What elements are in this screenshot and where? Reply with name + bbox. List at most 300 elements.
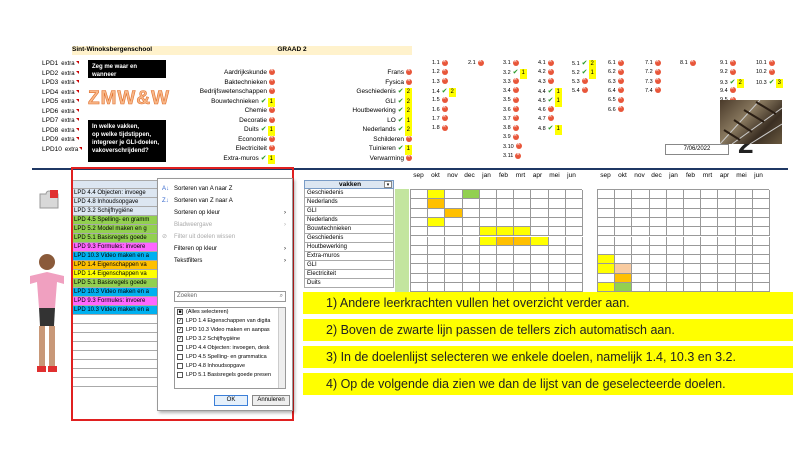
calendar-cell[interactable]: [411, 283, 428, 292]
calendar-cell[interactable]: [463, 227, 480, 236]
calendar-cell[interactable]: [463, 237, 480, 246]
calendar-cell[interactable]: [632, 255, 649, 264]
calendar-cell[interactable]: [736, 218, 753, 227]
calendar-cell[interactable]: [650, 237, 667, 246]
calendar-cell[interactable]: [701, 246, 718, 255]
calendar-cell[interactable]: [566, 274, 583, 283]
calendar-cell[interactable]: [667, 264, 684, 273]
calendar-cell[interactable]: [615, 190, 632, 199]
calendar-cell[interactable]: [497, 199, 514, 208]
calendar-cell[interactable]: [650, 209, 667, 218]
calendar-cell[interactable]: [667, 218, 684, 227]
calendar-cell[interactable]: [531, 227, 548, 236]
doel-row[interactable]: LPD 9.3 Formules: invoere: [72, 297, 160, 306]
calendar-cell[interactable]: [480, 246, 497, 255]
calendar-cell[interactable]: [650, 255, 667, 264]
calendar-cell[interactable]: [445, 255, 462, 264]
calendar-cell[interactable]: [497, 218, 514, 227]
calendar-cell[interactable]: [531, 246, 548, 255]
calendar-cell[interactable]: [736, 283, 753, 292]
calendar-cell[interactable]: [411, 255, 428, 264]
filter-values-list[interactable]: [174, 307, 286, 389]
sort-az-item[interactable]: [158, 183, 292, 195]
calendar-cell[interactable]: [701, 190, 718, 199]
doel-row[interactable]: LPD 4.4 Objecten: invoege: [72, 189, 160, 198]
calendar-cell[interactable]: [480, 218, 497, 227]
calendar-cell[interactable]: [480, 199, 497, 208]
calendar-cell[interactable]: [632, 190, 649, 199]
calendar-cell[interactable]: [718, 246, 735, 255]
calendar-cell[interactable]: [736, 227, 753, 236]
calendar-cell[interactable]: [736, 209, 753, 218]
calendar-cell[interactable]: [514, 264, 531, 273]
calendar-cell[interactable]: [736, 190, 753, 199]
calendar-cell[interactable]: [615, 199, 632, 208]
calendar-cell[interactable]: [701, 264, 718, 273]
checkbox[interactable]: [177, 363, 183, 369]
calendar-cell[interactable]: [632, 264, 649, 273]
checkbox[interactable]: ■: [178, 308, 182, 315]
x-circle-icon: [513, 134, 519, 140]
calendar-cell[interactable]: [701, 274, 718, 283]
calendar-cell[interactable]: [753, 190, 770, 199]
calendar-cell[interactable]: [463, 246, 480, 255]
vak-row[interactable]: GLI: [304, 261, 394, 270]
goal-code: 6.6: [608, 106, 616, 113]
calendar-cell[interactable]: [411, 190, 428, 199]
calendar-cell[interactable]: [667, 246, 684, 255]
calendar-cell[interactable]: [566, 218, 583, 227]
filter-option[interactable]: [175, 308, 279, 317]
doel-row[interactable]: LPD 9.3 Formules: invoere: [72, 243, 160, 252]
calendar-cell[interactable]: [598, 190, 615, 199]
calendar-cell[interactable]: [411, 209, 428, 218]
cancel-button[interactable]: Annuleren: [252, 395, 290, 406]
calendar-cell[interactable]: [566, 199, 583, 208]
calendar-cell[interactable]: [411, 237, 428, 246]
calendar-cell[interactable]: [480, 264, 497, 273]
calendar-cell[interactable]: [684, 255, 701, 264]
calendar-cell[interactable]: [411, 246, 428, 255]
calendar-cell[interactable]: [718, 283, 735, 292]
sort-color-item[interactable]: [158, 207, 292, 219]
calendar-cell[interactable]: [701, 227, 718, 236]
calendar-cell[interactable]: [411, 199, 428, 208]
calendar-cell[interactable]: [650, 274, 667, 283]
calendar-cell[interactable]: [428, 246, 445, 255]
calendar-cell[interactable]: [753, 264, 770, 273]
calendar-cell[interactable]: [650, 190, 667, 199]
calendar-cell[interactable]: [497, 246, 514, 255]
filter-option[interactable]: [175, 326, 279, 335]
calendar-cell[interactable]: [480, 237, 497, 246]
checkmark-icon: ✔: [397, 88, 404, 95]
calendar-cell[interactable]: [463, 255, 480, 264]
calendar-cell[interactable]: [667, 255, 684, 264]
calendar-cell[interactable]: [701, 218, 718, 227]
calendar-cell[interactable]: [480, 283, 497, 292]
calendar-cell[interactable]: [411, 227, 428, 236]
calendar-cell[interactable]: [615, 264, 632, 273]
calendar-cell[interactable]: [701, 255, 718, 264]
calendar-cell[interactable]: [718, 199, 735, 208]
calendar-cell[interactable]: [718, 264, 735, 273]
filter-option[interactable]: [175, 353, 279, 362]
calendar-cell[interactable]: [445, 237, 462, 246]
calendar-cell[interactable]: [650, 283, 667, 292]
checkbox[interactable]: ✓: [178, 335, 183, 342]
calendar-cell[interactable]: [684, 283, 701, 292]
doel-row[interactable]: LPD 1.4 Eigenschappen va: [72, 261, 160, 270]
calendar-cell[interactable]: [428, 218, 445, 227]
calendar-cell[interactable]: [753, 199, 770, 208]
clear-filter-item[interactable]: [158, 231, 292, 243]
vak-row[interactable]: Geschiedenis: [304, 234, 394, 243]
calendar-cell[interactable]: [549, 283, 566, 292]
checkbox[interactable]: ✓: [178, 317, 183, 324]
calendar-cell[interactable]: [497, 227, 514, 236]
calendar-cell[interactable]: [718, 274, 735, 283]
calendar-cell[interactable]: [701, 199, 718, 208]
calendar-cell[interactable]: [531, 237, 548, 246]
calendar-cell[interactable]: [718, 227, 735, 236]
calendar-cell[interactable]: [549, 190, 566, 199]
black-box-question-text: Zeg me waar en wanneer: [92, 64, 138, 78]
calendar-cell[interactable]: [497, 190, 514, 199]
calendar-cell[interactable]: [463, 199, 480, 208]
subject-name: Geschiedenis: [356, 88, 396, 95]
filter-option[interactable]: [175, 335, 279, 344]
calendar-cell[interactable]: [598, 209, 615, 218]
calendar-cell[interactable]: [632, 283, 649, 292]
calendar-cell[interactable]: [514, 218, 531, 227]
calendar-cell[interactable]: [480, 190, 497, 199]
calendar-cell[interactable]: [531, 218, 548, 227]
x-circle-icon: [655, 87, 661, 93]
calendar-cell[interactable]: [684, 199, 701, 208]
filter-option[interactable]: [175, 344, 279, 353]
vakken-filter-icon[interactable]: ▾: [384, 181, 392, 188]
calendar-cell[interactable]: [549, 218, 566, 227]
calendar-cell[interactable]: [445, 274, 462, 283]
calendar-cell[interactable]: [549, 264, 566, 273]
vak-row[interactable]: Houtbewerking: [304, 243, 394, 252]
search-input[interactable]: [174, 291, 286, 302]
month-label: dec: [651, 172, 662, 179]
calendar-cell[interactable]: [549, 237, 566, 246]
calendar-cell[interactable]: [445, 246, 462, 255]
calendar-cell[interactable]: [718, 255, 735, 264]
calendar-cell[interactable]: [753, 227, 770, 236]
ok-button[interactable]: OK: [214, 395, 248, 406]
vak-row[interactable]: Extra-muros: [304, 252, 394, 261]
vak-row[interactable]: Duits: [304, 279, 394, 288]
calendar-cell[interactable]: [684, 246, 701, 255]
calendar-cell[interactable]: [428, 227, 445, 236]
calendar-cell[interactable]: [753, 246, 770, 255]
calendar-cell[interactable]: [445, 218, 462, 227]
calendar-cell[interactable]: [736, 237, 753, 246]
calendar-cell[interactable]: [615, 237, 632, 246]
calendar-cell[interactable]: [428, 255, 445, 264]
calendar-cell[interactable]: [598, 199, 615, 208]
calendar-cell[interactable]: [598, 255, 615, 264]
calendar-cell[interactable]: [753, 218, 770, 227]
filter-color-item[interactable]: [158, 243, 292, 255]
calendar-cell[interactable]: [497, 255, 514, 264]
calendar-cell[interactable]: [632, 227, 649, 236]
calendar-cell[interactable]: [753, 283, 770, 292]
calendar-cell[interactable]: [615, 255, 632, 264]
calendar-cell[interactable]: [684, 209, 701, 218]
calendar-cell[interactable]: [411, 274, 428, 283]
subject-name: Decoratie: [239, 116, 267, 124]
calendar-cell[interactable]: [718, 237, 735, 246]
calendar-cell[interactable]: [463, 190, 480, 199]
vak-row[interactable]: Electriciteit: [304, 270, 394, 279]
calendar-cell[interactable]: [615, 209, 632, 218]
calendar-cell[interactable]: [684, 237, 701, 246]
calendar-cell[interactable]: [736, 246, 753, 255]
calendar-cell[interactable]: [632, 209, 649, 218]
calendar-cell[interactable]: [667, 199, 684, 208]
vak-row[interactable]: Bouwtechnieken: [304, 225, 394, 234]
calendar-cell[interactable]: [667, 190, 684, 199]
calendar-cell[interactable]: [445, 283, 462, 292]
checkbox[interactable]: [177, 345, 183, 351]
text-filters-item[interactable]: [158, 255, 292, 267]
calendar-cell[interactable]: [549, 209, 566, 218]
count-badge: 1: [555, 88, 562, 98]
checkbox[interactable]: [177, 372, 183, 378]
checkbox[interactable]: ✓: [178, 326, 183, 333]
calendar-cell[interactable]: [615, 227, 632, 236]
calendar-cell[interactable]: [566, 190, 583, 199]
calendar-cell[interactable]: [514, 227, 531, 236]
vak-row[interactable]: Nederlands: [304, 216, 394, 225]
calendar-cell[interactable]: [684, 264, 701, 273]
doel-row[interactable]: LPD 10.3 Video maken en a: [72, 252, 160, 261]
calendar-cell[interactable]: [701, 283, 718, 292]
calendar-cell[interactable]: [428, 190, 445, 199]
calendar-cell[interactable]: [615, 274, 632, 283]
x-circle-icon: [769, 60, 775, 66]
calendar-cell[interactable]: [718, 190, 735, 199]
doel-row[interactable]: LPD 5.1 Basisregels goede: [72, 279, 160, 288]
lpd-label: LPD6: [42, 107, 59, 115]
calendar-cell[interactable]: [514, 190, 531, 199]
calendar-cell[interactable]: [531, 264, 548, 273]
calendar-cell[interactable]: [701, 237, 718, 246]
count-badge: 2: [405, 107, 412, 117]
calendar-cell[interactable]: [497, 264, 514, 273]
calendar-cell[interactable]: [514, 283, 531, 292]
calendar-cell[interactable]: [497, 237, 514, 246]
calendar-cell[interactable]: [684, 190, 701, 199]
doel-row[interactable]: LPD 4.8 Inhoudsopgave: [72, 198, 160, 207]
calendar-cell[interactable]: [566, 283, 583, 292]
calendar-cell[interactable]: [428, 283, 445, 292]
calendar-cell[interactable]: [514, 246, 531, 255]
calendar-cell[interactable]: [445, 190, 462, 199]
calendar-cell[interactable]: [549, 199, 566, 208]
calendar-cell[interactable]: [753, 255, 770, 264]
calendar-cell[interactable]: [684, 274, 701, 283]
calendar-cell[interactable]: [514, 255, 531, 264]
calendar-cell[interactable]: [718, 209, 735, 218]
calendar-cell[interactable]: [632, 218, 649, 227]
vakken-column-header[interactable]: [304, 180, 394, 189]
calendar-cell[interactable]: [753, 209, 770, 218]
calendar-cell[interactable]: [718, 218, 735, 227]
calendar-cell[interactable]: [566, 209, 583, 218]
calendar-cell[interactable]: [650, 246, 667, 255]
calendar-cell[interactable]: [566, 264, 583, 273]
calendar-cell[interactable]: [531, 283, 548, 292]
calendar-cell[interactable]: [428, 209, 445, 218]
calendar-cell[interactable]: [667, 209, 684, 218]
calendar-cell[interactable]: [753, 237, 770, 246]
calendar-cell[interactable]: [411, 264, 428, 273]
month-label: jan: [482, 172, 491, 179]
subject-name: Frans: [387, 69, 404, 76]
filter-dropdown-menu[interactable]: [157, 178, 293, 411]
calendar-cell[interactable]: [566, 227, 583, 236]
x-circle-icon: [618, 106, 624, 112]
calendar-cell[interactable]: [514, 209, 531, 218]
calendar-cell[interactable]: [650, 227, 667, 236]
calendar-cell[interactable]: [736, 264, 753, 273]
subject-name: Extra-muros: [223, 154, 259, 162]
checkbox[interactable]: [177, 354, 183, 360]
calendar-cell[interactable]: [514, 199, 531, 208]
calendar-cell[interactable]: [531, 274, 548, 283]
calendar-cell[interactable]: [598, 264, 615, 273]
vak-row[interactable]: GLI: [304, 207, 394, 216]
calendar-cell[interactable]: [667, 274, 684, 283]
calendar-cell[interactable]: [598, 218, 615, 227]
calendar-cell[interactable]: [445, 209, 462, 218]
doel-row[interactable]: LPD 10.3 Video maken en a: [72, 288, 160, 297]
calendar-cell[interactable]: [736, 255, 753, 264]
calendar-cell[interactable]: [497, 274, 514, 283]
calendar-cell[interactable]: [615, 246, 632, 255]
calendar-cell[interactable]: [615, 218, 632, 227]
checkmark-icon: ✔: [397, 107, 404, 114]
calendar-cell[interactable]: [549, 255, 566, 264]
calendar-cell[interactable]: [445, 264, 462, 273]
calendar-cell[interactable]: [428, 199, 445, 208]
calendar-cell[interactable]: [480, 209, 497, 218]
doel-row[interactable]: LPD 5.1 Basisregels goede: [72, 234, 160, 243]
calendar-cell[interactable]: [598, 237, 615, 246]
calendar-cell[interactable]: [531, 199, 548, 208]
calendar-cell[interactable]: [428, 274, 445, 283]
lpd-label: LPD9: [42, 136, 59, 143]
calendar-cell[interactable]: [566, 246, 583, 255]
calendar-cell[interactable]: [463, 283, 480, 292]
calendar-cell[interactable]: [428, 237, 445, 246]
doel-row[interactable]: LPD 10.3 Video maken en a: [72, 306, 160, 315]
x-circle-icon: [690, 60, 696, 66]
calendar-cell[interactable]: [497, 209, 514, 218]
calendar-cell[interactable]: [650, 199, 667, 208]
doel-row[interactable]: LPD 5.2 Model maken en g: [72, 225, 160, 234]
calendar-cell[interactable]: [598, 274, 615, 283]
x-circle-icon: [582, 87, 588, 93]
vak-row[interactable]: Geschiedenis: [304, 189, 394, 198]
calendar-cell[interactable]: [736, 199, 753, 208]
filter-option[interactable]: [175, 362, 279, 371]
calendar-cell[interactable]: [514, 274, 531, 283]
calendar-cell[interactable]: [650, 264, 667, 273]
sort-za-item[interactable]: [158, 195, 292, 207]
calendar-cell[interactable]: [753, 274, 770, 283]
sheet-view-item[interactable]: [158, 219, 292, 231]
doel-row[interactable]: LPD 4.5 Spelling- en gramm: [72, 216, 160, 225]
filter-option[interactable]: [175, 371, 279, 380]
calendar-cell[interactable]: [480, 255, 497, 264]
doel-row[interactable]: LPD 1.4 Eigenschappen va: [72, 270, 160, 279]
calendar-cell[interactable]: [598, 227, 615, 236]
calendar-cell[interactable]: [411, 218, 428, 227]
calendar-cell[interactable]: [684, 227, 701, 236]
calendar-cell[interactable]: [615, 283, 632, 292]
calendar-cell[interactable]: [667, 283, 684, 292]
calendar-cell[interactable]: [480, 274, 497, 283]
calendar-cell[interactable]: [463, 209, 480, 218]
calendar-cell[interactable]: [480, 227, 497, 236]
calendar-cell[interactable]: [497, 283, 514, 292]
calendar-cell[interactable]: [632, 246, 649, 255]
calendar-cell[interactable]: [445, 227, 462, 236]
calendar-cell[interactable]: [566, 237, 583, 246]
calendar-cell[interactable]: [445, 199, 462, 208]
doel-row[interactable]: LPD 3.2 Schijfhygiëne: [72, 207, 160, 216]
grade-label: GRAAD 2: [277, 46, 307, 53]
calendar-cell[interactable]: [428, 264, 445, 273]
calendar-cell[interactable]: [632, 237, 649, 246]
calendar-cell[interactable]: [632, 274, 649, 283]
vak-row[interactable]: Nederlands: [304, 198, 394, 207]
calendar-cell[interactable]: [549, 227, 566, 236]
calendar-cell[interactable]: [566, 255, 583, 264]
calendar-cell[interactable]: [463, 218, 480, 227]
goal-code: 9.2: [720, 69, 728, 76]
calendar-cell[interactable]: [598, 246, 615, 255]
calendar-cell[interactable]: [667, 237, 684, 246]
calendar-cell[interactable]: [531, 190, 548, 199]
calendar-cell[interactable]: [667, 227, 684, 236]
calendar-cell[interactable]: [549, 274, 566, 283]
calendar-cell[interactable]: [736, 274, 753, 283]
calendar-cell[interactable]: [514, 237, 531, 246]
filter-option[interactable]: [175, 317, 279, 326]
calendar-cell[interactable]: [531, 209, 548, 218]
calendar-cell[interactable]: [701, 209, 718, 218]
list-scrollbar[interactable]: [278, 308, 285, 389]
calendar-cell[interactable]: [531, 255, 548, 264]
railway-tracks-image: [720, 100, 782, 144]
date-cell[interactable]: 7/06/2022: [665, 144, 729, 155]
calendar-cell[interactable]: [684, 218, 701, 227]
calendar-cell[interactable]: [650, 218, 667, 227]
calendar-cell[interactable]: [598, 283, 615, 292]
calendar-cell[interactable]: [463, 274, 480, 283]
calendar-cell[interactable]: [632, 199, 649, 208]
calendar-cell[interactable]: [463, 264, 480, 273]
calendar-cell[interactable]: [549, 246, 566, 255]
